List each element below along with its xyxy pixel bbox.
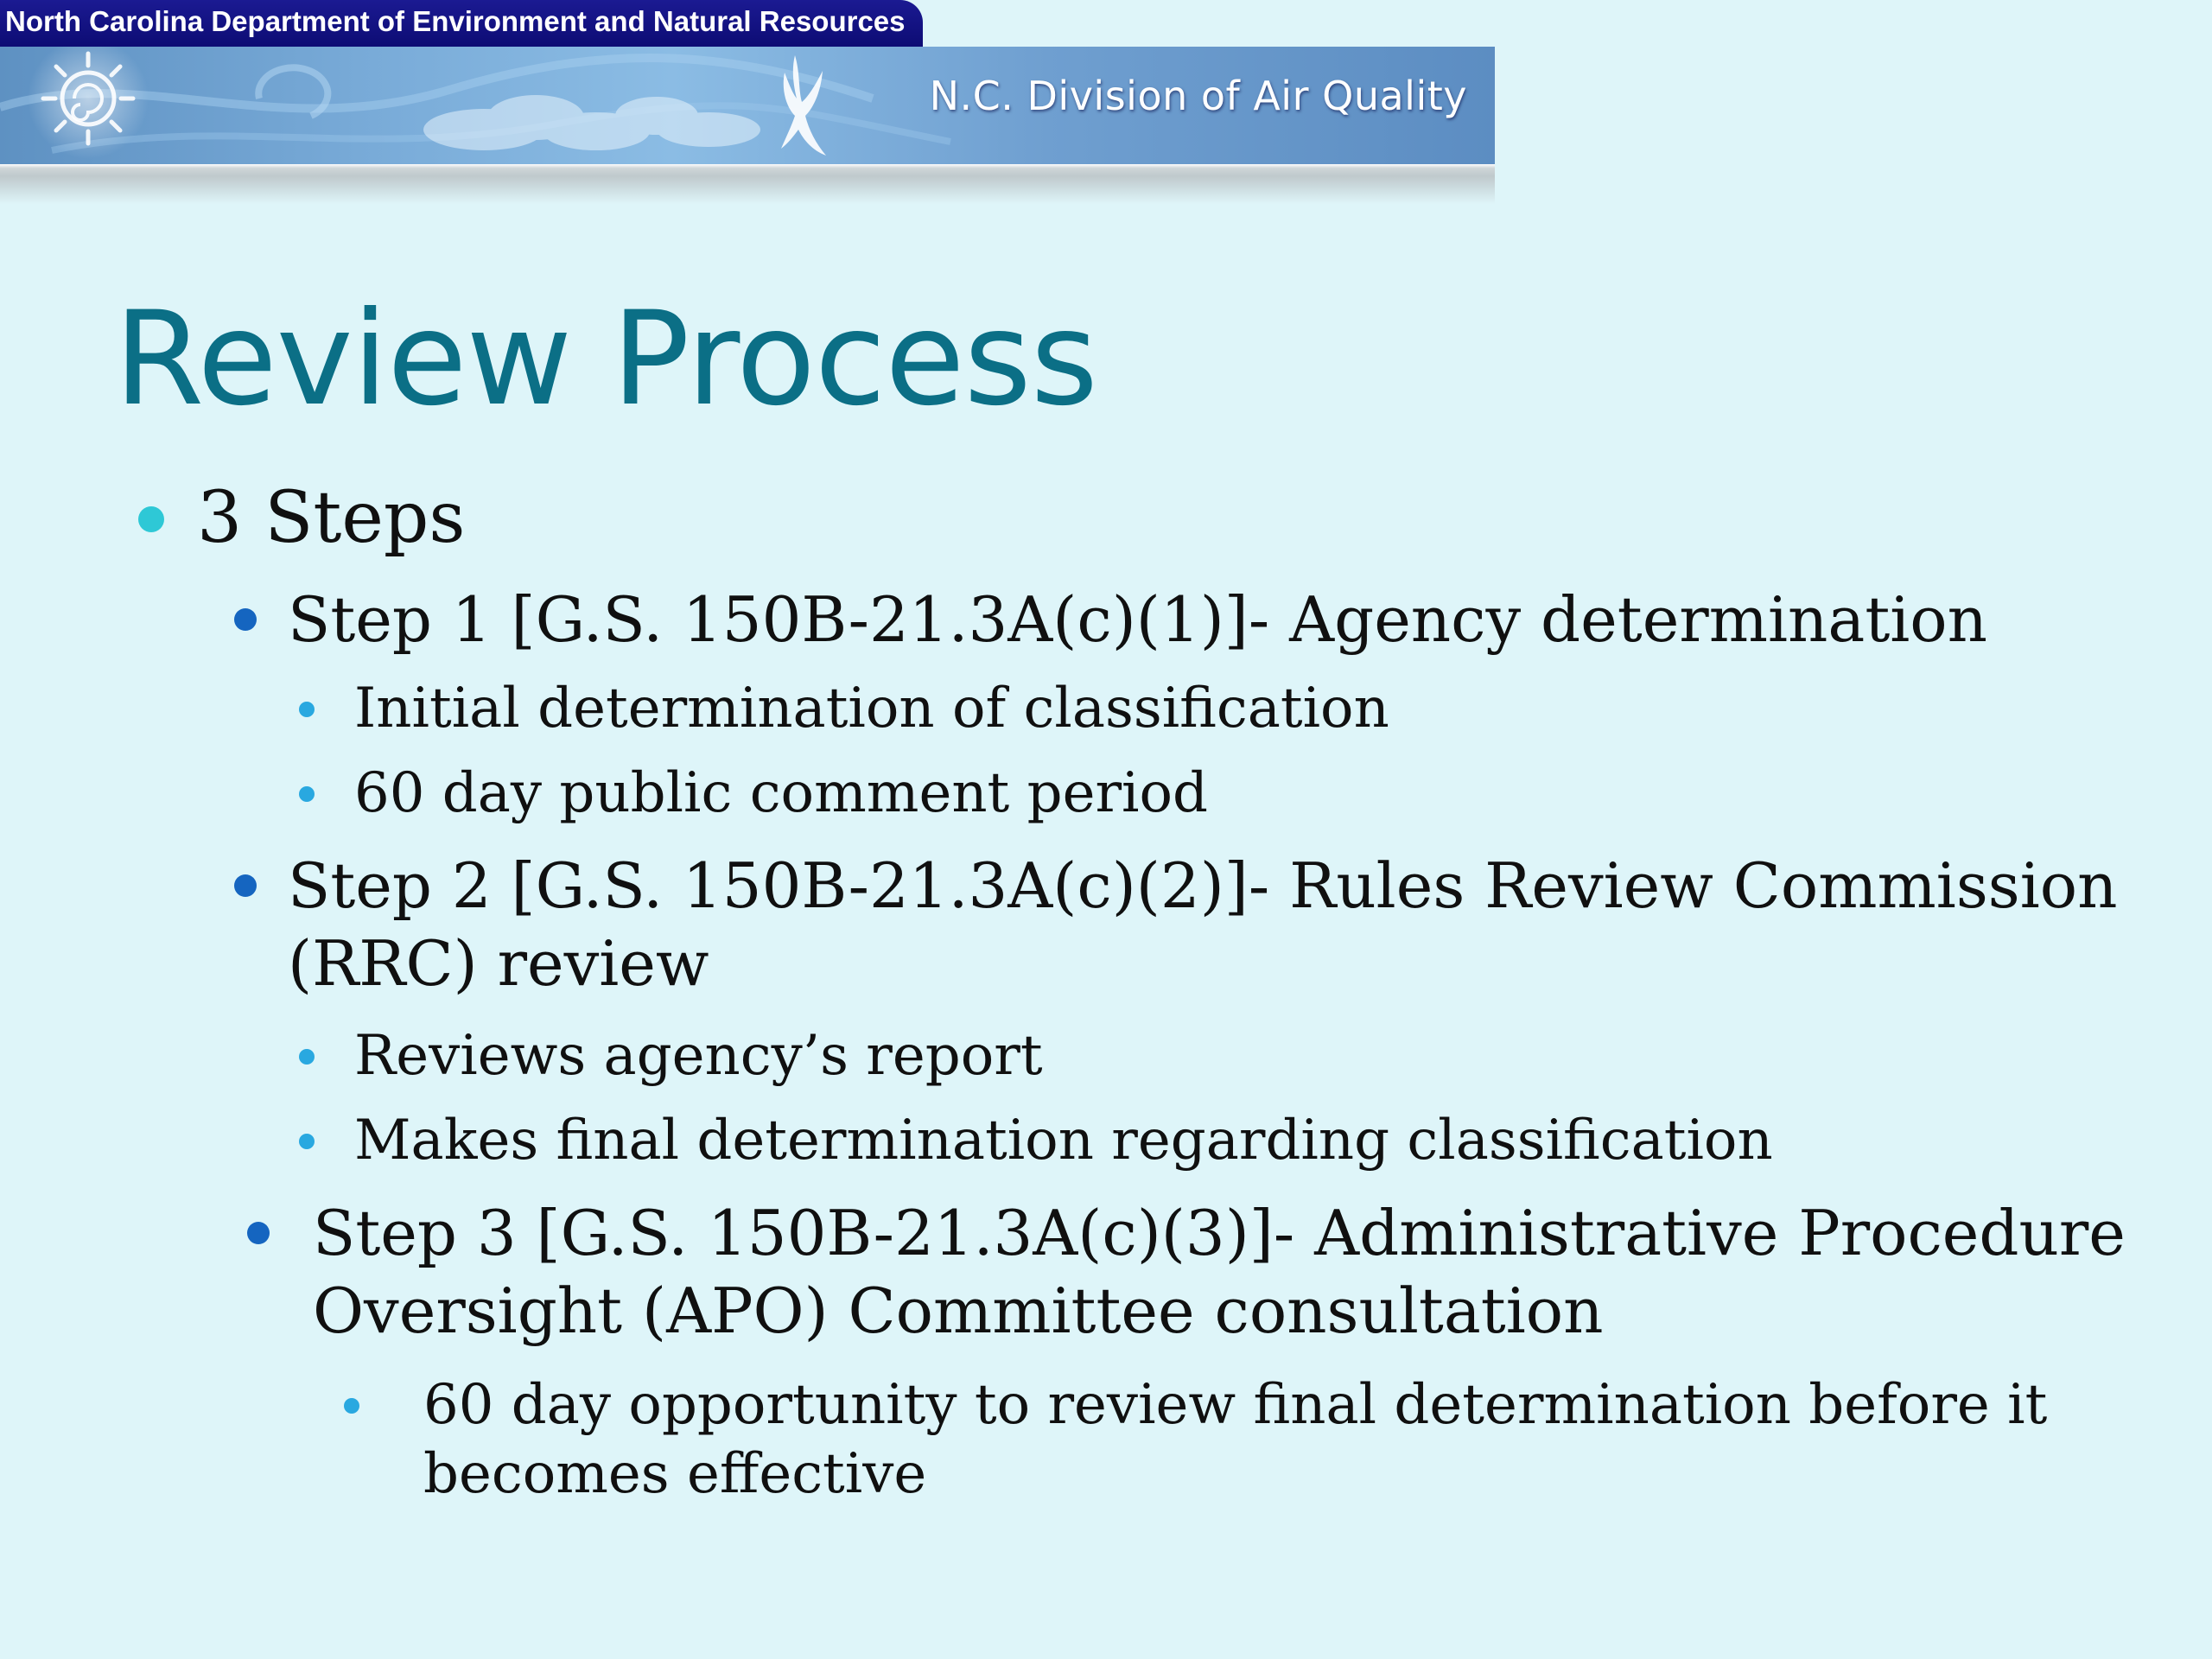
- bullet-dot-icon: [234, 608, 257, 631]
- bullet-text: Step 1 [G.S. 150B-21.3A(c)(1)]- Agency determination: [288, 583, 1987, 656]
- bullet-dot-icon: [138, 506, 164, 532]
- bullet-text: Makes final determination regarding classification: [354, 1109, 1773, 1173]
- bullet-dot-icon: [234, 874, 257, 897]
- sub-bullet-item: [354, 674, 2169, 748]
- bullet-text: Step 3 [G.S. 150B-21.3A(c)(3)]- Administrative Procedure Oversight (APO) Committee consultation: [313, 1197, 2126, 1347]
- sub-bullet-item: [354, 1021, 2169, 1096]
- bullet-dot-icon: [247, 1222, 270, 1244]
- bullet-dot-icon: [299, 1134, 315, 1149]
- division-name: N.C. Division of Air Quality: [929, 73, 1467, 119]
- bullet-item-step3: [313, 1194, 2127, 1358]
- agency-name: North Carolina Department of Environment and Natural Resources: [5, 5, 906, 37]
- bullet-dot-icon: [344, 1398, 359, 1414]
- slide-title: Review Process: [114, 284, 1097, 435]
- bullet-text: 60 day public comment period: [354, 761, 1208, 825]
- bullet-text: 3 Steps: [197, 477, 466, 559]
- bullet-dot-icon: [299, 786, 315, 802]
- bullet-text: 60 day opportunity to review final determination before it becomes effective: [423, 1373, 2048, 1506]
- sub-bullet-item: [354, 759, 2169, 833]
- bullet-text: Initial determination of classification: [354, 677, 1389, 741]
- bullet-text: Step 2 [G.S. 150B-21.3A(c)(2)]- Rules Review Commission (RRC) review: [288, 849, 2118, 1000]
- bullet-text: Reviews agency’s report: [354, 1024, 1043, 1088]
- bullet-item-step1: [288, 581, 2189, 664]
- bullet-dot-icon: [299, 702, 315, 717]
- sub-bullet-item: [423, 1370, 2117, 1517]
- sub-bullet-item: [354, 1106, 2169, 1180]
- bullet-item-step2: [288, 847, 2120, 1011]
- bullet-dot-icon: [299, 1049, 315, 1065]
- bullet-item: [197, 479, 2098, 565]
